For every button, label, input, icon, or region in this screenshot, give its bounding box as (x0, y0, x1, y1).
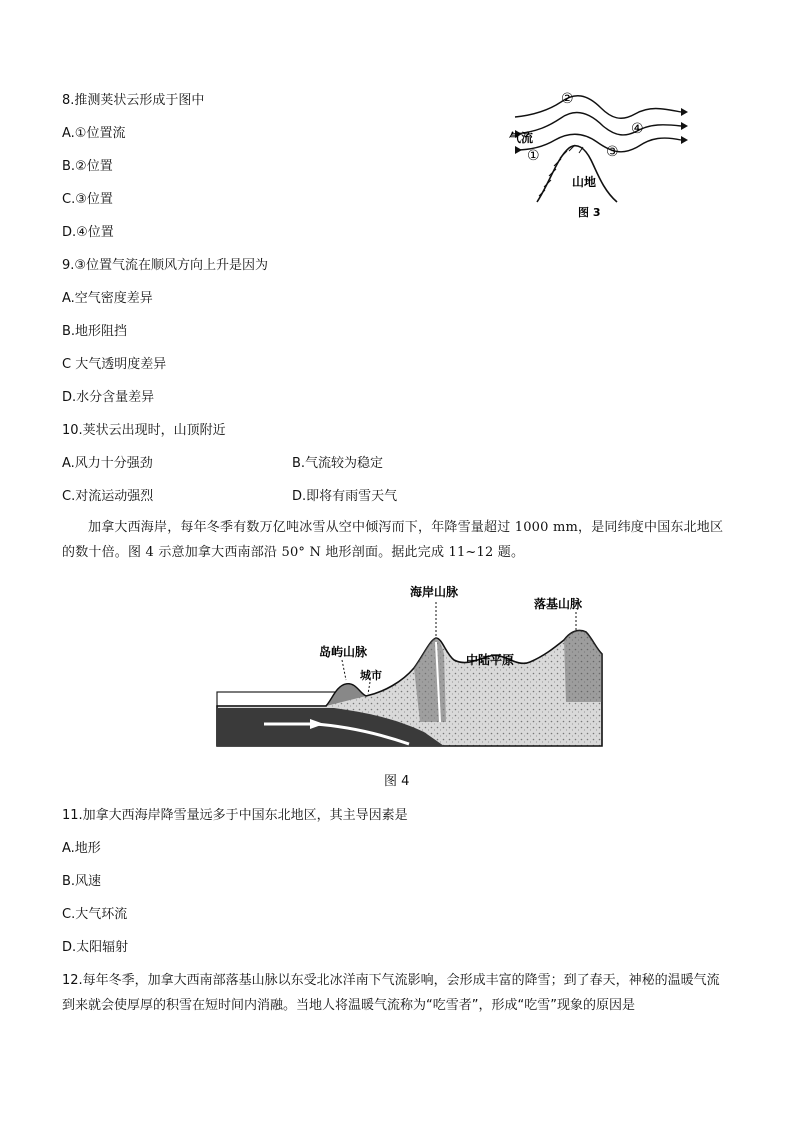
q10-option-c: C.对流运动强烈 (62, 489, 154, 504)
label-rocky-mountains: 落基山脉 (534, 597, 583, 611)
q8-stem: 8.推测荚状云形成于图中 (62, 93, 205, 108)
mountain-outline (537, 146, 617, 202)
q11-option-b: B.风速 (62, 874, 102, 889)
q12-stem: 12.每年冬季，加拿大西南部落基山脉以东受北冰洋南下气流影响，会形成丰富的降雪；到了春天，神秘的温暖气流到来就会使厚厚的积雪在短时间内消融。当地人将温暖气流称为“吃雪者”，形成“吃雪”现象的原因是 (62, 973, 720, 1013)
q8-option-c: C.③位置 (62, 192, 113, 207)
marker-1: ① (527, 148, 540, 164)
marker-3: ③ (606, 144, 619, 160)
label-city: 城市 (360, 669, 382, 682)
coast-range-shading (414, 638, 446, 722)
airflow-line-middle (515, 112, 681, 134)
q8-option-b: B.②位置 (62, 159, 113, 174)
figure-4-caption: 图 4 (384, 774, 410, 789)
rocky-shading (564, 630, 602, 702)
marker-4: ④ (631, 121, 644, 137)
label-airflow: 气流 (509, 131, 534, 145)
airflow-line-lower (515, 134, 681, 152)
q8-option-a: A.①位置流 (62, 126, 126, 141)
q8-option-d: D.④位置 (62, 225, 114, 240)
q11-option-a: A.地形 (62, 841, 101, 856)
q11-stem: 11.加拿大西海岸降雪量远多于中国东北地区，其主导因素是 (62, 808, 408, 823)
label-coast-range: 海岸山脉 (410, 585, 459, 599)
figure-3-caption: 图 3 (578, 206, 601, 219)
ocean-surface (217, 692, 337, 706)
reading-passage: 加拿大西海岸，每年冬季有数万亿吨冰雪从空中倾泻而下，年降雪量超过 1000 mm，是同纬度中国东北地区的数十倍。图 4 示意加拿大西南部沿 50° N 地形剖面。据此完成 11~12 题。 (62, 520, 724, 560)
q10-option-d: D.即将有雨雪天气 (292, 489, 398, 504)
q10-option-b: B.气流较为稳定 (292, 456, 384, 471)
q9-stem: 9.③位置气流在顺风方向上升是因为 (62, 258, 269, 273)
q9-option-d: D.水分含量差异 (62, 390, 155, 405)
airflow-arrowheads (515, 108, 688, 154)
marker-2: ② (561, 91, 574, 107)
q10-option-a: A.风力十分强劲 (62, 456, 153, 471)
label-island-mountains: 岛屿山脉 (319, 645, 368, 659)
q11-option-c: C.大气环流 (62, 907, 128, 922)
q9-option-b: B.地形阻挡 (62, 324, 128, 339)
figure-3-airflow-diagram (505, 86, 690, 221)
label-mountain: 山地 (572, 175, 597, 189)
island-leader (342, 660, 346, 680)
q9-option-c: C 大气透明度差异 (62, 357, 167, 372)
city-leader (368, 682, 370, 694)
airflow-line-upper (515, 96, 681, 119)
q9-option-a: A.空气密度差异 (62, 291, 153, 306)
label-interior-plain: 中陆平原 (466, 653, 515, 667)
q11-option-d: D.太阳辐射 (62, 940, 129, 955)
figure-4-terrain-profile (214, 582, 606, 752)
q10-stem: 10.荚状云出现时，山顶附近 (62, 423, 226, 438)
